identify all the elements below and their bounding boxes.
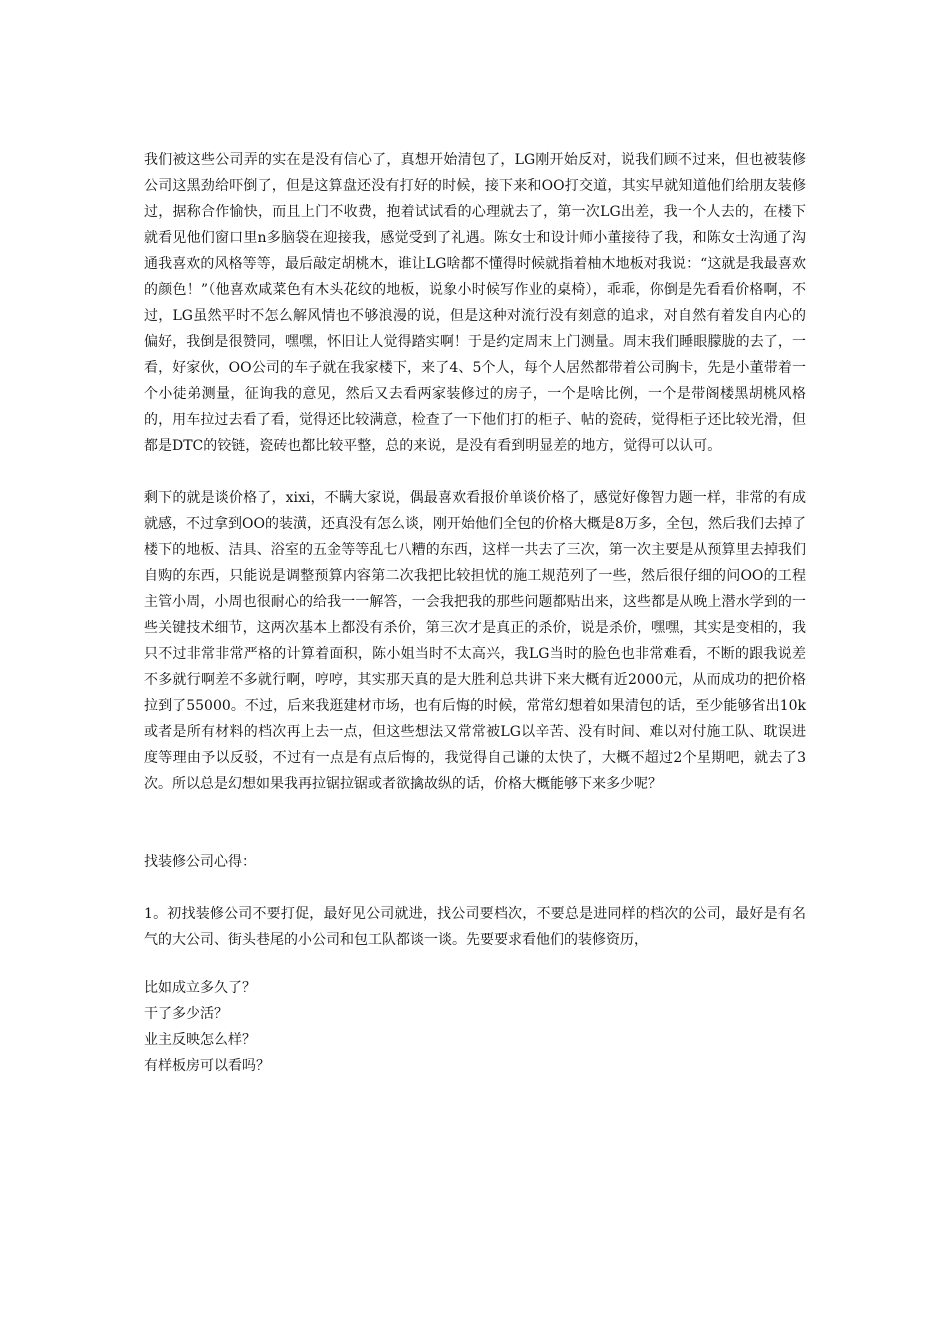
tip-1-paragraph: 1。初找装修公司不要打促，最好见公司就进，找公司要档次，不要总是进同样的档次的公司，最好是有名气的大公司、街头巷尾的小公司和包工队都谈一谈。先要要求看他们的装修资历，	[144, 906, 806, 948]
question-list	[144, 975, 806, 1079]
heading-spacer	[144, 875, 806, 901]
list-spacer	[144, 953, 806, 975]
question-item: 比如成立多久了？	[144, 980, 256, 996]
document-page	[144, 147, 806, 1079]
question-item: 干了多少活？	[144, 1006, 228, 1022]
section-heading: 找装修公司心得：	[144, 854, 256, 870]
paragraph-1: 我们被这些公司弄的实在是没有信心了，真想开始清包了，LG刚开始反对，说我们顾不过来，但也被装修公司这黑劲给吓倒了，但是这算盘还没有打好的时候，接下来和OO打交道，其实早就知道他们给朋友装修过，据称合作愉快，而且上门不收费，抱着试试看的心理就去了，第一次LG出差，我一个人去的，在楼下就看见他们窗口里n多脑袋在迎接我，感觉受到了礼遇。陈女士和设计师小董接待了我，和陈女士沟通了沟通我喜欢的风格等等，最后敲定胡桃木，谁让LG啥都不懂得时候就指着柚木地板对我说：“这就是我最喜欢的颜色！”（他喜欢咸菜色有木头花纹的地板，说象小时候写作业的桌椅），乖乖，你倒是先看看价格啊，不过，LG虽然平时不怎么解风情也不够浪漫的说，但是这种对流行没有刻意的追求，对自然有着发自内心的偏好，我倒是很赞同，嘿嘿，怀旧让人觉得踏实啊！于是约定周末上门测量。周末我们睡眼朦胧的去了，一看，好家伙，OO公司的车子就在我家楼下，来了4、5个人，每个人居然都带着公司胸卡，先是小董带着一个小徒弟测量，征询我的意见，然后又去看两家装修过的房子，一个是啥比例，一个是带阁楼黑胡桃风格的，用车拉过去看了看，觉得还比较满意，检查了一下他们打的柜子、帖的瓷砖，觉得柜子还比较光滑，但都是DTC的铰链，瓷砖也都比较平整，总的来说，是没有看到明显差的地方，觉得可以认可。	[144, 152, 806, 454]
question-item: 有样板房可以看吗？	[144, 1058, 270, 1074]
paragraph-2: 剩下的就是谈价格了，xixi，不瞒大家说，偶最喜欢看报价单谈价格了，感觉好像智力题一样，非常的有成就感，不过拿到OO的装潢，还真没有怎么谈，刚开始他们全包的价格大概是8万多，全包，然后我们去掉了楼下的地板、洁具、浴室的五金等等乱七八糟的东西，这样一共去了三次，第一次主要是从预算里去掉我们自购的东西，只能说是调整预算内容第二次我把比较担忧的施工规范列了一些，然后很仔细的问OO的工程主管小周，小周也很耐心的给我一一解答，一会我把我的那些问题都贴出来，这些都是从晚上潜水学到的一些关键技术细节，这两次基本上都没有杀价，第三次才是真正的杀价，说是杀价，嘿嘿，其实是变相的，我只不过非常非常严格的计算着面积，陈小姐当时不太高兴，我LG当时的脸色也非常难看，不断的跟我说差不多就行啊差不多就行啊，哼哼，其实那天真的是大胜利总共讲下来大概有近2000元，从而成功的把价格拉到了55000。不过，后来我逛建材市场，也有后悔的时候，常常幻想着如果清包的话，至少能够省出10k或者是所有材料的档次再上去一点，但这些想法又常常被LG以辛苦、没有时间、难以对付施工队、耽误进度等理由予以反驳，不过有一点是有点后悔的，我觉得自己谦的太快了，大概不超过2个星期吧，就去了3次。所以总是幻想如果我再拉锯拉锯或者欲擒故纵的话，价格大概能够下来多少呢？	[144, 490, 806, 792]
section-spacer	[144, 797, 806, 849]
question-item: 业主反映怎么样？	[144, 1032, 256, 1048]
paragraph-spacer	[144, 459, 806, 485]
